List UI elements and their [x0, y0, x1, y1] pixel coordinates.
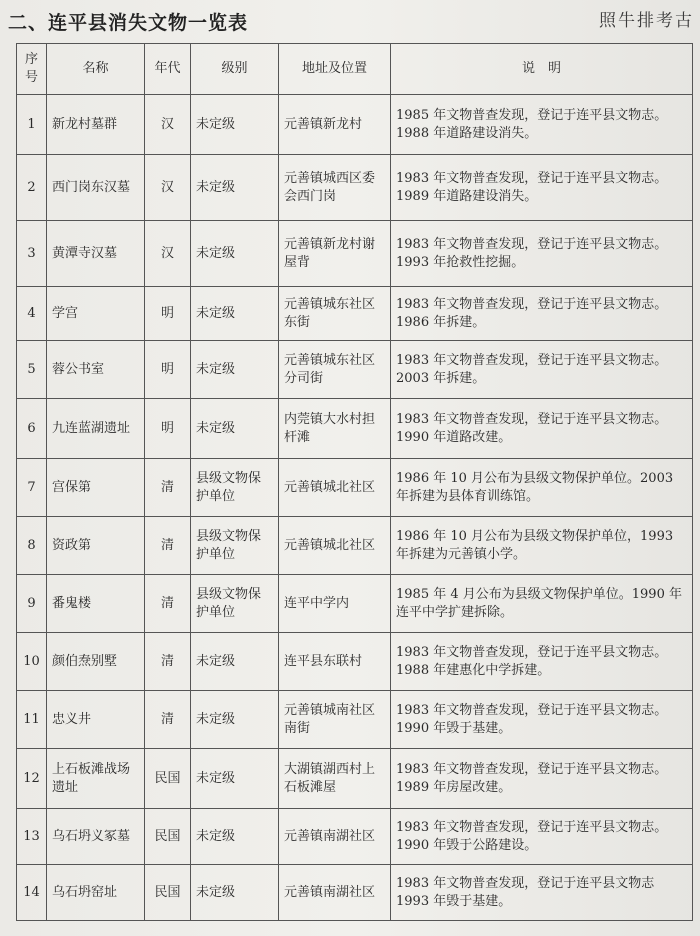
table-row [17, 399, 693, 459]
cell-level: 县级文物保护单位 [191, 517, 279, 575]
cell-location: 元善镇城东社区东街 [279, 287, 391, 341]
cell-level: 未定级 [191, 155, 279, 221]
table-row [17, 95, 693, 155]
cell-location: 元善镇城北社区 [279, 459, 391, 517]
col-header-location: 地址及位置 [279, 44, 391, 95]
cell-number: 14 [17, 865, 47, 921]
cell-location: 元善镇城北社区 [279, 517, 391, 575]
col-header-name: 名称 [47, 44, 145, 95]
cell-level: 未定级 [191, 341, 279, 399]
cell-level: 未定级 [191, 399, 279, 459]
cell-era: 清 [145, 517, 191, 575]
cell-name: 资政第 [47, 517, 145, 575]
col-header-number: 序号 [17, 44, 47, 95]
cell-note: 1986 年 10 月公布为县级文物保护单位，1993 年拆建为元善镇小学。 [391, 517, 693, 575]
cell-name: 西门岗东汉墓 [47, 155, 145, 221]
cell-number: 13 [17, 809, 47, 865]
cell-level: 县级文物保护单位 [191, 459, 279, 517]
cell-note: 1985 年 4 月公布为县级文物保护单位。1990 年连平中学扩建拆除。 [391, 575, 693, 633]
cell-era: 明 [145, 341, 191, 399]
cell-location: 元善镇南湖社区 [279, 865, 391, 921]
cell-era: 清 [145, 633, 191, 691]
cell-name: 番鬼楼 [47, 575, 145, 633]
cell-note: 1983 年文物普查发现，登记于连平县文物志。1993 年抢救性挖掘。 [391, 221, 693, 287]
cell-number: 11 [17, 691, 47, 749]
cell-note: 1983 年文物普查发现，登记于连平县文物志。1990 年道路改建。 [391, 399, 693, 459]
cell-number: 1 [17, 95, 47, 155]
cell-name: 乌石坍窑址 [47, 865, 145, 921]
cell-number: 3 [17, 221, 47, 287]
table-row [17, 749, 693, 809]
cell-number: 9 [17, 575, 47, 633]
cell-era: 清 [145, 459, 191, 517]
cell-era: 汉 [145, 155, 191, 221]
table-row [17, 287, 693, 341]
cell-number: 4 [17, 287, 47, 341]
cell-note: 1983 年文物普查发现，登记于连平县文物志。1986 年拆建。 [391, 287, 693, 341]
page-title: 二、连平县消失文物一览表 [8, 12, 249, 34]
cell-era: 明 [145, 399, 191, 459]
col-header-note: 说 明 [391, 44, 693, 95]
cell-location: 元善镇城南社区南街 [279, 691, 391, 749]
cell-number: 2 [17, 155, 47, 221]
table-row [17, 459, 693, 517]
cell-location: 元善镇新龙村谢屋背 [279, 221, 391, 287]
cell-number: 6 [17, 399, 47, 459]
cell-number: 7 [17, 459, 47, 517]
cell-location: 内莞镇大水村担杆滩 [279, 399, 391, 459]
table-row [17, 221, 693, 287]
cell-level: 未定级 [191, 865, 279, 921]
cell-era: 民国 [145, 865, 191, 921]
cell-era: 民国 [145, 749, 191, 809]
table-row [17, 575, 693, 633]
cell-name: 宫保第 [47, 459, 145, 517]
cell-level: 县级文物保护单位 [191, 575, 279, 633]
cell-name: 蓉公书室 [47, 341, 145, 399]
cell-note: 1983 年文物普查发现，登记于连平县文物志 1993 年毁于基建。 [391, 865, 693, 921]
col-header-level: 级别 [191, 44, 279, 95]
cell-level: 未定级 [191, 809, 279, 865]
table-row [17, 865, 693, 921]
cell-era: 汉 [145, 221, 191, 287]
cell-level: 未定级 [191, 287, 279, 341]
cell-note: 1983 年文物普查发现，登记于连平县文物志。1990 年毁于公路建设。 [391, 809, 693, 865]
cell-number: 8 [17, 517, 47, 575]
col-header-era: 年代 [145, 44, 191, 95]
cell-note: 1983 年文物普查发现，登记于连平县文物志。1988 年建惠化中学拆建。 [391, 633, 693, 691]
cell-name: 九连蓝湖遗址 [47, 399, 145, 459]
cell-note: 1986 年 10 月公布为县级文物保护单位。2003 年拆建为县体育训练馆。 [391, 459, 693, 517]
cell-level: 未定级 [191, 691, 279, 749]
cell-level: 未定级 [191, 221, 279, 287]
cell-era: 民国 [145, 809, 191, 865]
relics-table [16, 43, 693, 921]
table-row [17, 809, 693, 865]
cell-location: 元善镇城西区委会西门岗 [279, 155, 391, 221]
cell-name: 忠义井 [47, 691, 145, 749]
table-row [17, 341, 693, 399]
cell-name: 上石板滩战场遗址 [47, 749, 145, 809]
cell-name: 新龙村墓群 [47, 95, 145, 155]
cell-location: 元善镇新龙村 [279, 95, 391, 155]
cell-note: 1983 年文物普查发现，登记于连平县文物志。1989 年道路建设消失。 [391, 155, 693, 221]
cell-level: 未定级 [191, 95, 279, 155]
cell-name: 黄潭寺汉墓 [47, 221, 145, 287]
cell-era: 清 [145, 691, 191, 749]
cell-level: 未定级 [191, 633, 279, 691]
cell-era: 汉 [145, 95, 191, 155]
cell-number: 10 [17, 633, 47, 691]
cell-number: 5 [17, 341, 47, 399]
cell-note: 1983 年文物普查发现，登记于连平县文物志。1990 年毁于基建。 [391, 691, 693, 749]
cell-location: 连平县东联村 [279, 633, 391, 691]
table-row [17, 517, 693, 575]
cell-name: 学宫 [47, 287, 145, 341]
cell-era: 明 [145, 287, 191, 341]
cell-number: 12 [17, 749, 47, 809]
cell-location: 连平中学内 [279, 575, 391, 633]
table-row [17, 691, 693, 749]
cell-note: 1985 年文物普查发现，登记于连平县文物志。1988 年道路建设消失。 [391, 95, 693, 155]
table-header-row [17, 44, 693, 95]
cell-name: 颜伯焘别墅 [47, 633, 145, 691]
cell-location: 元善镇城东社区分司街 [279, 341, 391, 399]
table-row [17, 155, 693, 221]
cell-note: 1983 年文物普查发现，登记于连平县文物志。1989 年房屋改建。 [391, 749, 693, 809]
cell-location: 大湖镇湖西村上石板滩屋 [279, 749, 391, 809]
cell-note: 1983 年文物普查发现，登记于连平县文物志。2003 年拆建。 [391, 341, 693, 399]
table-row [17, 633, 693, 691]
cell-name: 乌石坍义冢墓 [47, 809, 145, 865]
cell-era: 清 [145, 575, 191, 633]
cell-location: 元善镇南湖社区 [279, 809, 391, 865]
watermark: 照牛排考古 [599, 11, 694, 31]
cell-level: 未定级 [191, 749, 279, 809]
